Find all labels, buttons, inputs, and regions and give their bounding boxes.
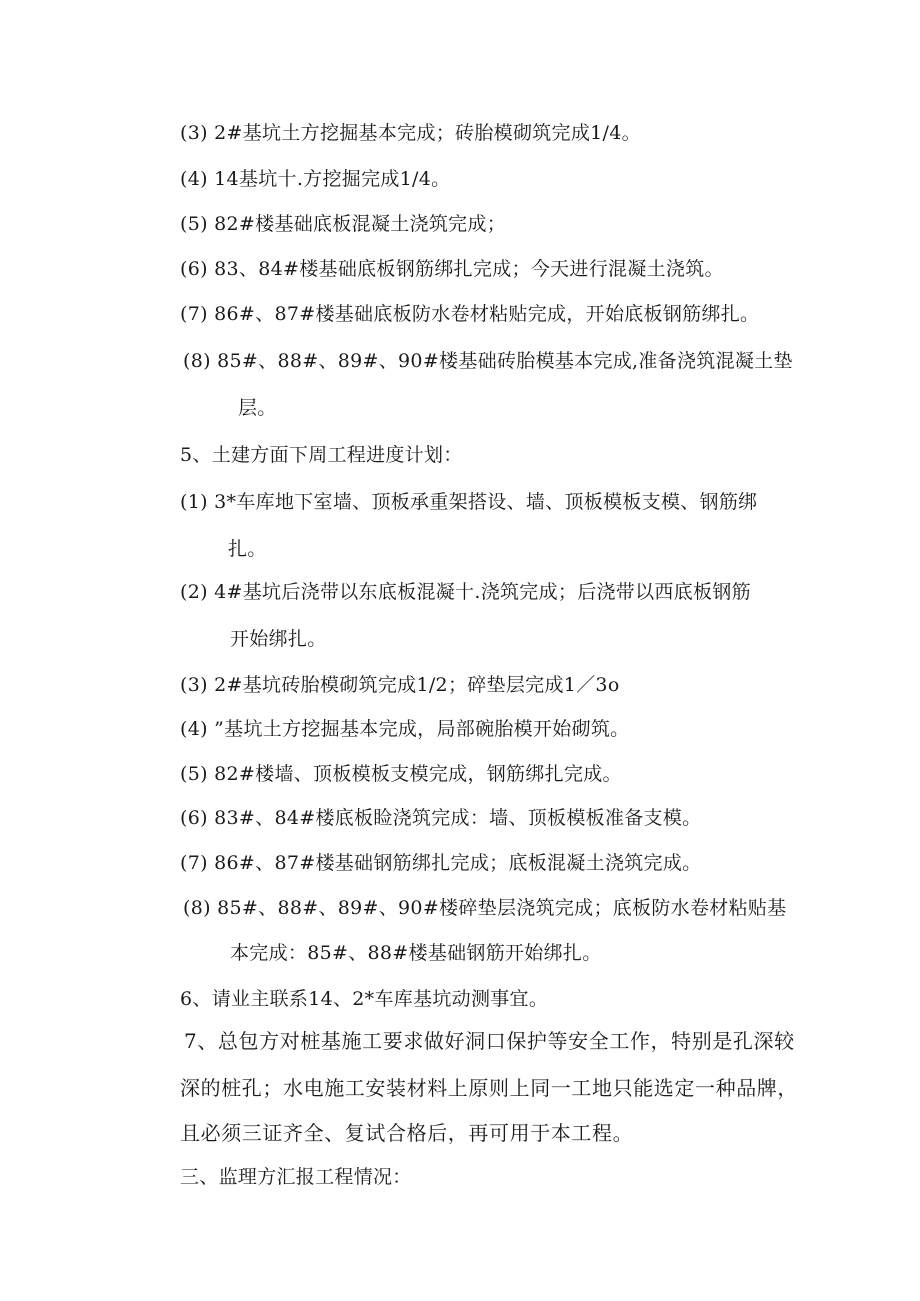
plan-item-7: (7) 86#、87#楼基础钢筋绑扎完成；底板混凝土浇筑完成。: [180, 852, 702, 874]
plan-item-3: (3) 2#基坑砖胎模砌筑完成1/2；碎垫层完成1／3o: [180, 674, 620, 696]
progress-item-5: (5) 82#楼基础底板混凝土浇筑完成；: [180, 213, 507, 235]
progress-item-8-continued: 层。: [238, 397, 277, 419]
paragraph-item-7-continued: 深的桩孔；水电施工安装材料上原则上同一工地只能选定一种品牌，: [180, 1076, 798, 1100]
section-heading-supervisor: 三、监理方汇报工程情况：: [180, 1166, 412, 1188]
plan-item-5: (5) 82#楼墙、顶板模板支模完成，钢筋绑扎完成。: [180, 763, 622, 785]
plan-item-8: (8) 85#、88#、89#、90#楼碎垫层浇筑完成；底板防水卷材粘贴基: [183, 897, 787, 919]
progress-item-3: (3) 2#基坑土方挖掘基本完成；砖胎模砌筑完成1/4。: [180, 122, 641, 144]
plan-item-2-continued: 开始绑扎。: [230, 628, 327, 650]
progress-item-6: (6) 83、84#楼基础底板钢筋绑扎完成；今天进行混凝土浇筑。: [180, 258, 724, 280]
progress-item-7: (7) 86#、87#楼基础底板防水卷材粘贴完成，开始底板钢筋绑扎。: [180, 303, 760, 325]
plan-item-6: (6) 83#、84#楼底板睑浇筑完成：墙、顶板模板准备支模。: [180, 807, 702, 829]
paragraph-item-7: 7、总包方对桩基施工要求做好洞口保护等安全工作，特别是孔深较: [184, 1029, 795, 1053]
plan-item-1: (1) 3*车库地下室墙、顶板承重架搭设、墙、顶板模板支模、钢筋绑: [180, 491, 758, 513]
plan-item-1-continued: 扎。: [228, 538, 267, 560]
plan-item-8-continued: 本完成：85#、88#楼基础钢筋开始绑扎。: [230, 942, 602, 964]
paragraph-item-7-continued: 且必须三证齐全、复试合格后，再可用于本工程。: [180, 1121, 634, 1145]
section-heading-next-week: 5、土建方面下周工程进度计划：: [180, 444, 463, 466]
paragraph-item-6: 6、请业主联系14、2*车库基坑动测事宜。: [180, 988, 549, 1010]
progress-item-8: (8) 85#、88#、89#、90#楼基础砖胎模基本完成,准备浇筑混凝土垫: [183, 350, 793, 372]
progress-item-4: (4) 14基坑十.方挖掘完成1/4。: [180, 168, 451, 190]
plan-item-2: (2) 4#基坑后浇带以东底板混凝十.浇筑完成；后浇带以西底板钢筋: [180, 581, 751, 603]
plan-item-4: (4) ”基坑土方挖掘基本完成，局部碗胎模开始砌筑。: [180, 718, 630, 740]
